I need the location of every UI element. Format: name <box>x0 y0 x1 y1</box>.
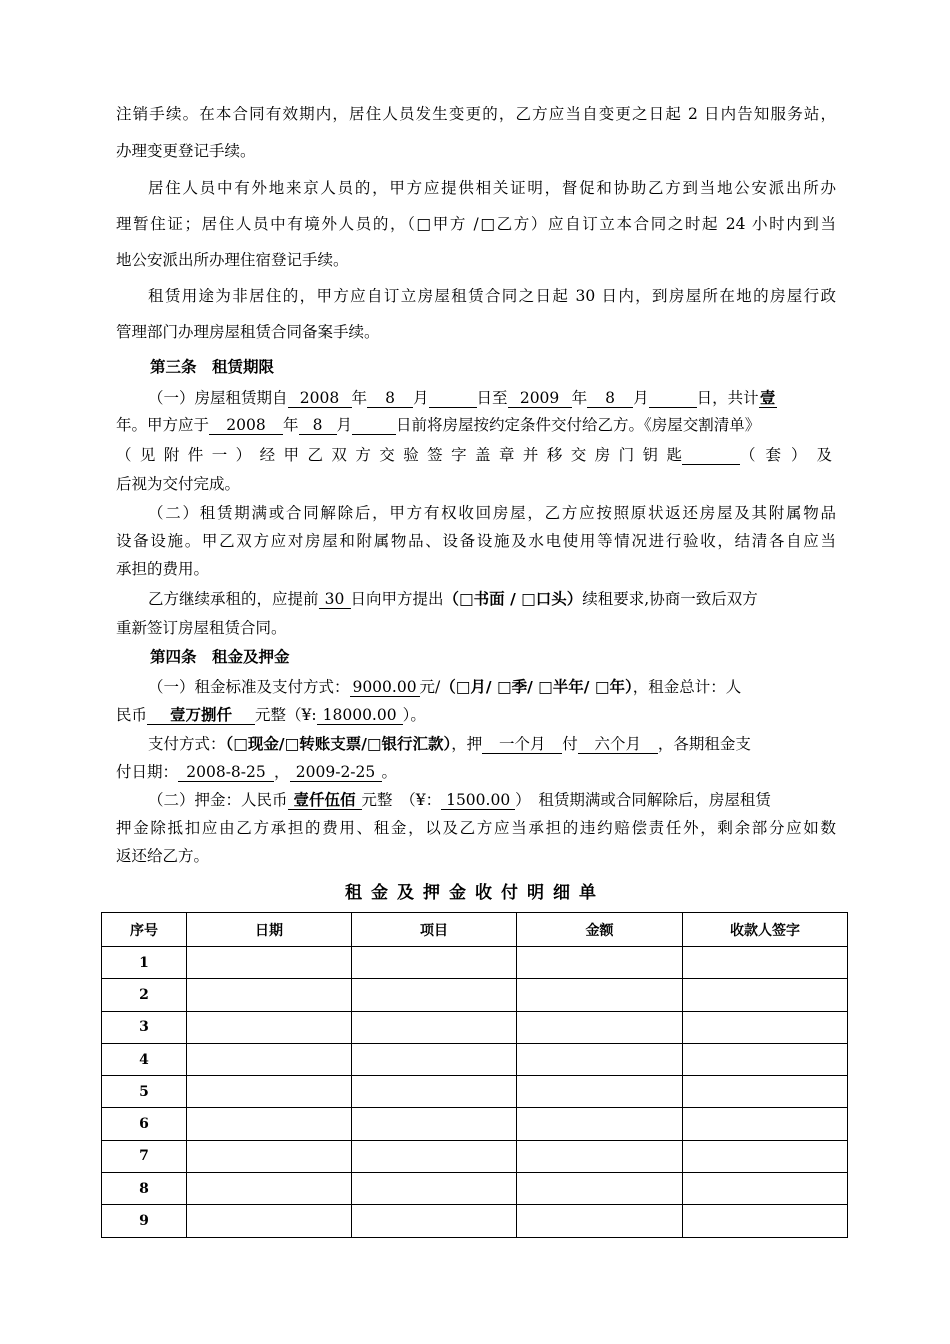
text: （二）押金：人民币 <box>148 791 288 809</box>
text: 乙方继续承租的，应提前 <box>148 590 319 608</box>
payment-record-table <box>101 912 848 1238</box>
text: 。 <box>381 763 398 781</box>
column-header: 序号 <box>102 913 187 947</box>
amount-cell[interactable] <box>517 1108 683 1140</box>
signature-cell[interactable] <box>683 1173 848 1205</box>
date-cell[interactable] <box>187 1011 352 1043</box>
text: 日前将房屋按约定条件交付给乙方。《房屋交割清单》 <box>396 416 761 434</box>
column-header: 项目 <box>352 913 517 947</box>
paragraph-line: 返还给乙方。 <box>116 847 210 865</box>
date-cell[interactable] <box>187 1173 352 1205</box>
text: 年 <box>351 389 368 407</box>
row-number: 2 <box>102 979 187 1011</box>
article-4-heading: 第四条 租金及押金 <box>150 648 290 666</box>
row-number: 7 <box>102 1140 187 1172</box>
text: 月 <box>413 389 429 407</box>
signature-cell[interactable] <box>683 1043 848 1075</box>
signature-cell[interactable] <box>683 1205 848 1237</box>
start-day-field <box>429 390 477 408</box>
amount-cell[interactable] <box>517 1173 683 1205</box>
paragraph-line: 管理部门办理房屋租赁合同备案手续。 <box>116 323 380 341</box>
payment-date-1-field: 2008-8-25 <box>178 764 274 782</box>
column-header: 日期 <box>187 913 352 947</box>
signature-cell[interactable] <box>683 1140 848 1172</box>
date-cell[interactable] <box>187 1043 352 1075</box>
table-row <box>102 1205 848 1237</box>
table-row <box>102 1173 848 1205</box>
item-cell[interactable] <box>352 947 517 979</box>
pay-months-field: 六个月 <box>578 736 658 754</box>
paragraph-line: 理暂住证；居住人员中有境外人员的，（□甲方 /□乙方）应自订立本合同之时起 24 小时内到当 <box>116 215 836 233</box>
keys-count-field <box>682 447 740 465</box>
item-cell[interactable] <box>352 1011 517 1043</box>
row-number: 6 <box>102 1108 187 1140</box>
rent-standard-line <box>148 677 836 697</box>
text: ）。 <box>402 706 426 724</box>
text: ，押 <box>451 735 483 753</box>
column-header: 收款人签字 <box>683 913 848 947</box>
row-number: 5 <box>102 1076 187 1108</box>
date-cell[interactable] <box>187 1140 352 1172</box>
deposit-line <box>148 790 836 810</box>
lease-term-line <box>148 388 836 408</box>
paragraph-line: 办理变更登记手续。 <box>116 142 256 160</box>
signature-cell[interactable] <box>683 979 848 1011</box>
text: ，租金总计：人 <box>632 678 742 696</box>
amount-cell[interactable] <box>517 947 683 979</box>
paragraph-line: 后视为交付完成。 <box>116 475 241 493</box>
amount-cell[interactable] <box>517 1043 683 1075</box>
text: ） 租赁期满或合同解除后，房屋租赁 <box>515 791 771 809</box>
text: 月 <box>633 389 649 407</box>
text: 年 <box>283 416 299 434</box>
payment-method-line <box>148 734 836 754</box>
table-row <box>102 1076 848 1108</box>
start-year-field: 2008 <box>288 390 352 408</box>
text: 付 <box>562 735 578 753</box>
row-number: 1 <box>102 947 187 979</box>
signature-cell[interactable] <box>683 1011 848 1043</box>
item-cell[interactable] <box>352 1043 517 1075</box>
date-cell[interactable] <box>187 979 352 1011</box>
text: 日，共计 <box>696 389 759 407</box>
row-number: 4 <box>102 1043 187 1075</box>
paragraph-line: 居住人员中有外地来京人员的，甲方应提供相关证明，督促和协助乙方到当地公安派出所办 <box>148 179 836 197</box>
paragraph-line: 重新签订房屋租赁合同。 <box>116 619 287 637</box>
signature-cell[interactable] <box>683 947 848 979</box>
deposit-months-field: 一个月 <box>482 736 562 754</box>
table-row <box>102 947 848 979</box>
payment-dates-line <box>116 762 836 782</box>
rent-amount-field: 9000.00 <box>350 679 420 697</box>
handover-month-field: 8 <box>299 417 337 435</box>
article-3-heading: 第三条 租赁期限 <box>150 358 275 376</box>
payment-date-2-field: 2009-2-25 <box>290 764 382 782</box>
item-cell[interactable] <box>352 1205 517 1237</box>
rent-period-options: （□月/ □季/ □半年/ □年） <box>440 678 633 696</box>
rent-total-line <box>116 705 836 725</box>
table-title: 租金及押金收付明细单 <box>345 883 605 903</box>
table-row <box>102 1011 848 1043</box>
text: （套）及 <box>740 446 832 464</box>
text: 年 <box>571 389 588 407</box>
row-number: 3 <box>102 1011 187 1043</box>
text: 元整（¥: <box>255 706 317 724</box>
text: （一）租金标准及支付方式： <box>148 678 350 696</box>
amount-cell[interactable] <box>517 1205 683 1237</box>
handover-date-line <box>116 415 836 435</box>
amount-cell[interactable] <box>517 1076 683 1108</box>
text: 续租要求,协商一致后双方 <box>582 590 758 608</box>
date-cell[interactable] <box>187 947 352 979</box>
item-cell[interactable] <box>352 1140 517 1172</box>
item-cell[interactable] <box>352 979 517 1011</box>
renewal-days-field: 30 <box>319 591 351 609</box>
text: 月 <box>336 416 353 434</box>
paragraph-line: 押金除抵扣应由乙方承担的费用、租金，以及乙方应当承担的违约赔偿责任外，剩余部分应如数 <box>116 819 836 837</box>
signature-cell[interactable] <box>683 1076 848 1108</box>
paragraph-line: （二）租赁期满或合同解除后，甲方有权收回房屋，乙方应按照原状返还房屋及其附属物品 <box>148 504 836 522</box>
end-year-field: 2009 <box>508 390 572 408</box>
text: ，各期租金支 <box>657 735 751 753</box>
item-cell[interactable] <box>352 1076 517 1108</box>
handover-year-field: 2008 <box>209 417 283 435</box>
amount-cell[interactable] <box>517 979 683 1011</box>
item-cell[interactable] <box>352 1108 517 1140</box>
renewal-method-options: （□书面 / □口头） <box>443 590 583 608</box>
text: 元整 （¥： <box>361 791 442 809</box>
text: ， <box>274 763 290 781</box>
payment-method-options: （□现金/□转账支票/□银行汇款） <box>225 735 452 753</box>
table-header-row <box>102 913 848 947</box>
paragraph-line: 地公安派出所办理住宿登记手续。 <box>116 251 349 269</box>
date-cell[interactable] <box>187 1076 352 1108</box>
table-row <box>102 1140 848 1172</box>
text: 年。甲方应于 <box>116 416 210 434</box>
rent-total-cn-field: 壹万捌仟 <box>147 707 255 725</box>
row-number: 8 <box>102 1173 187 1205</box>
text: （见附件一）经甲乙双方交验签字盖章并移交房门钥匙 <box>116 446 682 464</box>
date-cell[interactable] <box>187 1108 352 1140</box>
handover-day-field <box>352 417 396 435</box>
paragraph-line: 设备设施。甲乙双方应对房屋和附属物品、设备设施及水电使用等情况进行验收，结清各自应当 <box>116 532 836 550</box>
keys-line <box>116 445 836 465</box>
text: 民币 <box>116 706 148 724</box>
paragraph-line: 承担的费用。 <box>116 560 210 578</box>
signature-cell[interactable] <box>683 1108 848 1140</box>
item-cell[interactable] <box>352 1173 517 1205</box>
text: （一）房屋租赁期自 <box>148 389 288 407</box>
deposit-cn-field: 壹仟伍佰 <box>288 792 362 810</box>
text: 日向甲方提出 <box>350 590 444 608</box>
table-row <box>102 979 848 1011</box>
table-row <box>102 1108 848 1140</box>
row-number: 9 <box>102 1205 187 1237</box>
text: 支付方式： <box>148 735 226 753</box>
text: 日至 <box>476 389 508 407</box>
paragraph-line: 注销手续。在本合同有效期内，居住人员发生变更的，乙方应当自变更之日起 2 日内告知服务站， <box>116 105 837 123</box>
total-years-field: 壹 <box>759 389 776 407</box>
date-cell[interactable] <box>187 1205 352 1237</box>
table-row <box>102 1043 848 1075</box>
start-month-field: 8 <box>367 390 413 408</box>
end-day-field <box>649 390 697 408</box>
end-month-field: 8 <box>587 390 633 408</box>
amount-cell[interactable] <box>517 1011 683 1043</box>
deposit-num-field: 1500.00 <box>441 792 515 810</box>
renewal-line <box>148 589 836 609</box>
text: 元/ <box>419 678 441 696</box>
text: 付日期： <box>116 763 179 781</box>
rent-total-num-field: 18000.00 <box>317 707 403 725</box>
amount-cell[interactable] <box>517 1140 683 1172</box>
column-header: 金额 <box>517 913 683 947</box>
paragraph-line: 租赁用途为非居住的，甲方应自订立房屋租赁合同之日起 30 日内，到房屋所在地的房屋行政 <box>148 287 836 305</box>
